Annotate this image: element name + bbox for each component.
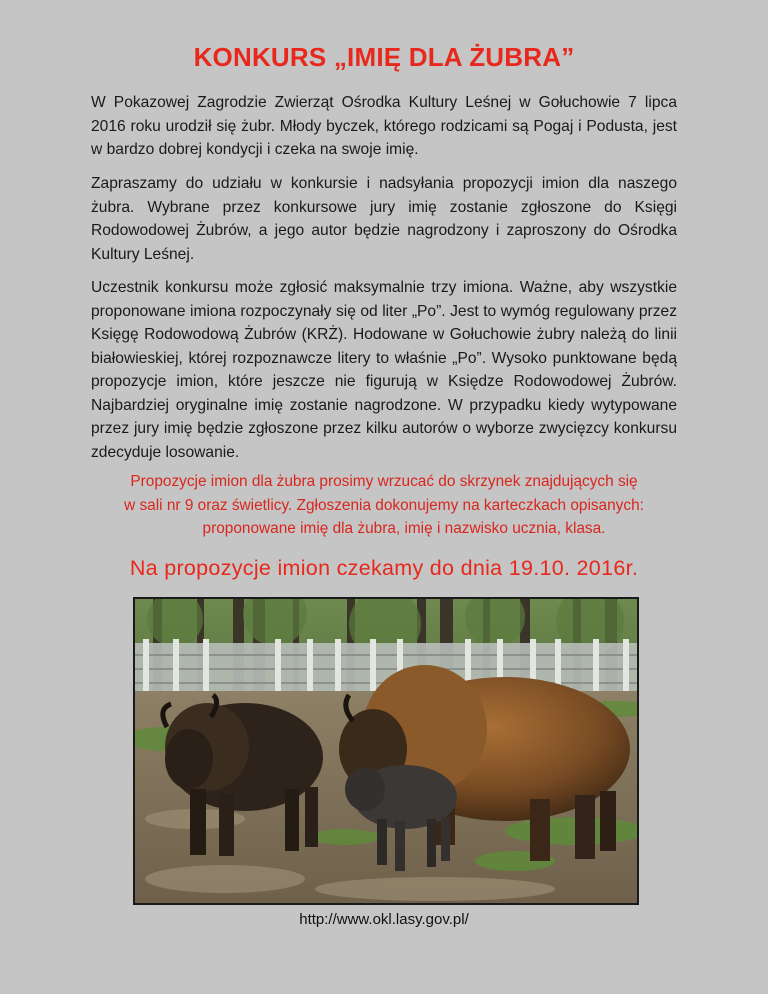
page-title: KONKURS „IMIĘ DLA ŻUBRA” bbox=[193, 42, 575, 72]
invitation-paragraph: Zapraszamy do udziału w konkursie i nadsyłania propozycji imion dla naszego żubra. Wybrane przez konkursowe jury imię zostanie zgłoszone do Księgi Rodowodowej Żubrów, a jego autor będzie nagrodzony i zaproszony do Ośrodka Kultury Leśnej. bbox=[91, 175, 677, 263]
image-source-caption: http://www.okl.lasy.gov.pl/ bbox=[299, 911, 469, 928]
deadline-heading: Na propozycje imion czekamy do dnia 19.10. 2016r. bbox=[129, 556, 639, 580]
bison-family-photo bbox=[133, 597, 639, 905]
notice-line-2: w sali nr 9 oraz świetlicy. Zgłoszenia dokonujemy na karteczkach opisanych: bbox=[124, 496, 644, 514]
rules-paragraph: Uczestnik konkursu może zgłosić maksymalnie trzy imiona. Ważne, aby wszystkie proponowane imiona rozpoczynały się od liter „Po”. Jest to wymóg regulowany przez Księgę Rodowodową Żubrów (KRŻ). Hodowane w Gołuchowie żubry należą do linii białowieskiej, której rozpoznawcze litery to właśnie „Po”. Wysoko punktowane będą propozycje imion, które jeszcze nie figurują w Księdze Rodowodowej Żubrów. Najbardziej oryginalne imię zostanie nagrodzone. W przypadku kiedy wytypowane przez jury imię będzie zgłoszone przez kilku autorów o wyborze zwycięzcy konkursu zdecyduje losowanie. bbox=[91, 279, 677, 461]
submission-notice bbox=[60, 470, 708, 541]
intro-paragraph: W Pokazowej Zagrodzie Zwierząt Ośrodka Kultury Leśnej w Gołuchowie 7 lipca 2016 roku urodził się żubr. Młody byczek, którego rodzicami są Pogaj i Podusta, jest w bardzo dobrej kondycji i czeka na swoje imię. bbox=[91, 94, 677, 158]
bison-photo-illustration bbox=[135, 599, 637, 903]
notice-line-1: Propozycje imion dla żubra prosimy wrzucać do skrzynek znajdujących się bbox=[130, 473, 638, 490]
notice-line-3: proponowane imię dla żubra, imię i nazwisko ucznia, klasa. bbox=[202, 520, 606, 537]
